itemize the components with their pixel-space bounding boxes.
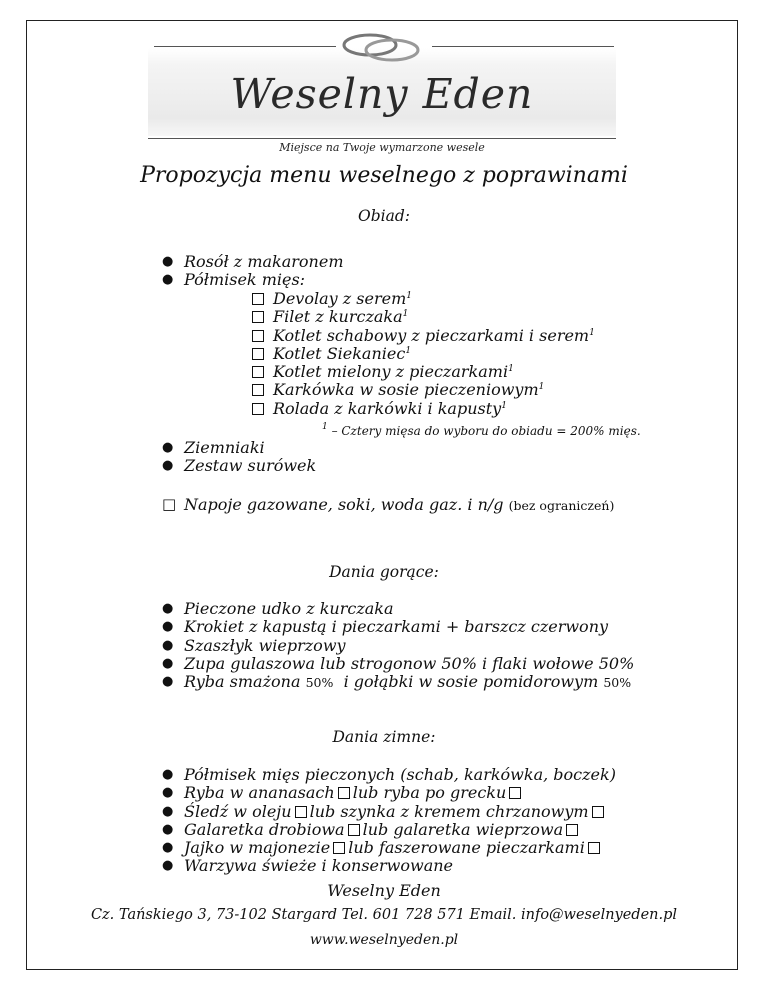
checkbox-icon[interactable] (252, 348, 264, 360)
bullet-icon: ● (162, 458, 174, 474)
list-item: ● Półmisek mięs: (162, 270, 306, 290)
meat-option[interactable]: Rolada z karkówki i kapusty$^1$ (252, 400, 595, 418)
bullet-icon: ● (162, 785, 174, 801)
list-item: ● Galaretka drobiowa lub galaretka wieprzowa (184, 821, 616, 839)
checkbox-icon[interactable] (348, 824, 360, 836)
bullet-icon: ● (162, 803, 174, 819)
checkbox-icon[interactable] (252, 330, 264, 342)
bullet-icon: ● (162, 601, 174, 616)
drinks-item[interactable]: □ Napoje gazowane, soki, woda gaz. i n/g (bez ograniczeń) (162, 495, 615, 514)
checkbox-icon[interactable] (252, 403, 264, 415)
bullet-icon: ● (162, 767, 174, 782)
list-item: ● Jajko w majonezie lub faszerowane pieczarkami (184, 839, 616, 857)
list-item: ● Śledź w oleju lub szynka z kremem chrzanowym (184, 803, 616, 821)
meat-option[interactable]: Filet z kurczaka$^1$ (252, 308, 595, 326)
section-heading-dania-zimne: Dania zimne: (332, 728, 436, 746)
list-item: ● Warzywa świeże i konserwowane (162, 856, 454, 876)
checkbox-icon[interactable]: □ (162, 495, 177, 513)
list-item: ● Zestaw surówek (162, 456, 317, 476)
list-item: ● Pieczone udko z kurczaka (162, 599, 394, 618)
brand-title: Weselny Eden (230, 70, 534, 118)
bullet-icon: ● (162, 440, 174, 455)
checkbox-icon[interactable] (588, 842, 600, 854)
logo-rule-right (432, 46, 614, 47)
bullet-icon: ● (162, 840, 174, 856)
checkbox-icon[interactable] (295, 806, 307, 818)
bullet-icon: ● (162, 272, 174, 288)
list-item: ● Rosół z makaronem (162, 252, 344, 271)
bullet-icon: ● (162, 674, 174, 690)
footer-website[interactable]: www.weselnyeden.pl (309, 932, 459, 948)
checkbox-icon[interactable] (509, 787, 521, 799)
section-heading-dania-gorace: Dania gorące: (329, 563, 439, 581)
dania-gorace-list (162, 599, 635, 692)
checkbox-icon[interactable] (592, 806, 604, 818)
meat-option[interactable]: Karkówka w sosie pieczeniowym$^1$ (252, 381, 595, 399)
wedding-rings-icon (336, 30, 428, 66)
list-item: ● Ryba smażona 50% i gołąbki w sosie pomidorowym 50% (162, 672, 632, 692)
bullet-icon: ● (162, 858, 174, 874)
list-item: ● Szaszłyk wieprzowy (162, 635, 346, 655)
footer-address: Cz. Tańskiego 3, 73-102 Stargard Tel. 601 728 571 Email. info@weselnyeden.pl (90, 907, 678, 923)
checkbox-icon[interactable] (252, 311, 264, 323)
list-item: ● Zupa gulaszowa lub strogonow 50% i flaki wołowe 50% (162, 653, 635, 673)
drinks-list (162, 495, 615, 515)
tagline: Miejsce na Twoje wymarzone wesele (279, 141, 485, 154)
list-item: ● Ryba w ananasach lub ryba po grecku (184, 784, 616, 802)
list-item: ● Ziemniaki (162, 438, 265, 457)
bullet-icon: ● (162, 254, 174, 269)
meat-option[interactable]: Kotlet schabowy z pieczarkami i serem$^1$ (252, 327, 595, 345)
checkbox-icon[interactable] (252, 293, 264, 305)
section-heading-obiad: Obiad: (358, 207, 410, 225)
checkbox-icon[interactable] (252, 366, 264, 378)
bullet-icon: ● (162, 637, 174, 653)
obiad-list (162, 252, 344, 290)
bullet-icon: ● (162, 655, 174, 671)
meat-option[interactable]: Devolay z serem$^1$ (252, 290, 595, 308)
dania-zimne-list (162, 765, 616, 876)
logo (148, 30, 616, 154)
footer-brand: Weselny Eden (327, 881, 441, 900)
logo-rule-left (154, 46, 336, 47)
list-item: ● Krokiet z kapustą i pieczarkami + barszcz czerwony (162, 617, 609, 637)
list-item: ● Półmisek mięs pieczonych (schab, karkówka, boczek) (162, 765, 616, 784)
bullet-icon: ● (162, 821, 174, 837)
page-title: Propozycja menu weselnego z poprawinami (140, 163, 628, 188)
checkbox-icon[interactable] (252, 384, 264, 396)
footnote: $^1$ – Cztery mięsa do wyboru do obiadu = 200% mięs. (322, 422, 641, 438)
meat-option[interactable]: Kotlet mielony z pieczarkami$^1$ (252, 363, 595, 381)
meat-options-list (252, 290, 595, 418)
checkbox-icon[interactable] (338, 787, 350, 799)
checkbox-icon[interactable] (333, 842, 345, 854)
bullet-icon: ● (162, 619, 174, 635)
obiad-list-2 (162, 438, 317, 476)
logo-rule-bottom (148, 138, 616, 139)
meat-option[interactable]: Kotlet Siekaniec$^1$ (252, 345, 595, 363)
checkbox-icon[interactable] (566, 824, 578, 836)
